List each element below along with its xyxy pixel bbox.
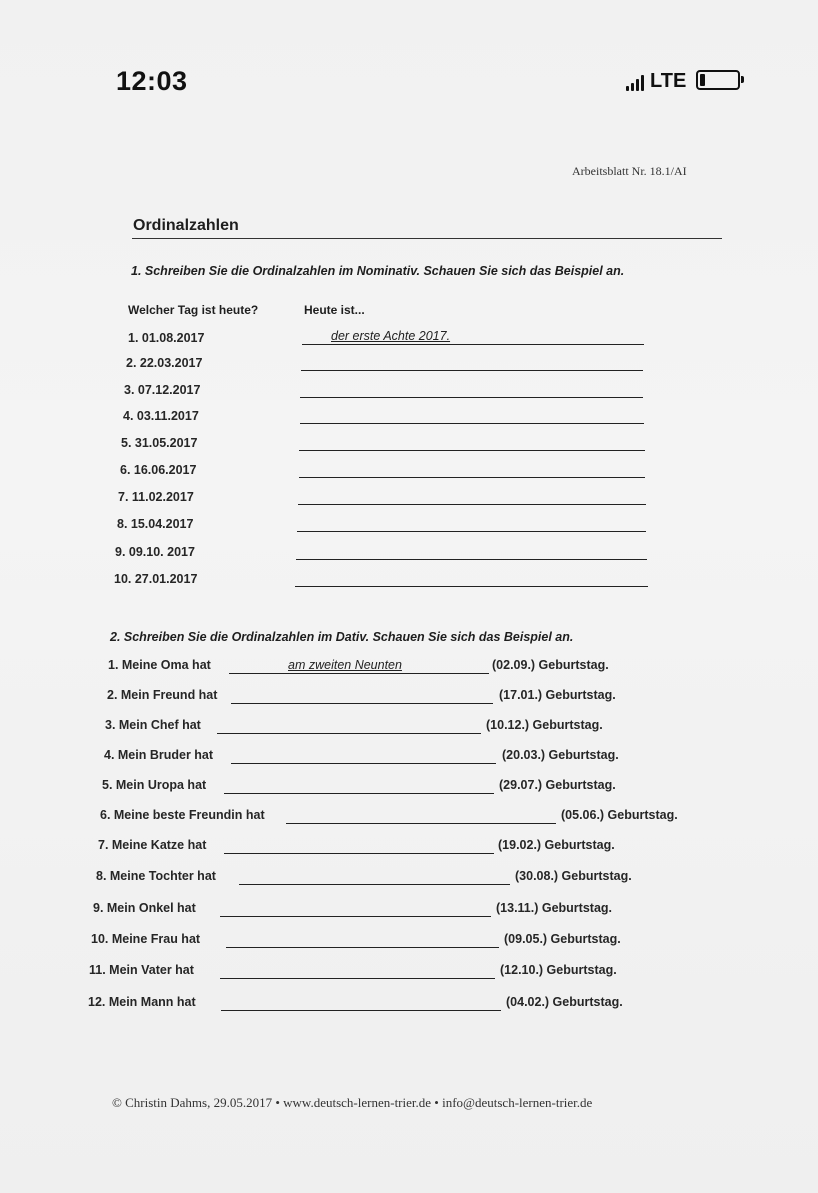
task2-sentence-start: 1. Meine Oma hat — [108, 658, 211, 672]
task1-date: 2. 22.03.2017 — [126, 356, 203, 370]
title-rule — [132, 238, 722, 239]
task1-answer-field[interactable] — [295, 572, 648, 587]
task2-sentence-start: 5. Mein Uropa hat — [102, 778, 207, 792]
worksheet-number: Arbeitsblatt Nr. 18.1/AI — [572, 164, 687, 178]
task2-sentence-end: (10.12.) Geburtstag. — [486, 718, 603, 732]
task2-answer-field[interactable] — [239, 870, 510, 885]
network-indicator — [626, 70, 740, 91]
task2-sentence-start: 12. Mein Mann hat — [88, 995, 196, 1009]
task2-sentence-end: (17.01.) Geburtstag. — [499, 688, 616, 702]
task1-date: 4. 03.11.2017 — [123, 409, 199, 423]
task1-answer-field[interactable] — [299, 436, 645, 451]
task1-date: 3. 07.12.2017 — [124, 383, 201, 397]
task1-answer-field[interactable] — [300, 409, 644, 424]
task1-answer-field[interactable] — [296, 545, 647, 560]
task2-sentence-start: 4. Mein Bruder hat — [104, 748, 214, 762]
worksheet-title: Ordinalzahlen — [133, 217, 239, 234]
task2-sentence-start: 6. Meine beste Freundin hat — [100, 808, 265, 822]
task2-answer-field[interactable] — [286, 809, 556, 824]
task2-sentence-start: 10. Meine Frau hat — [91, 932, 201, 946]
task1-date: 10. 27.01.2017 — [114, 572, 198, 586]
task2-instruction: 2. Schreiben Sie die Ordinalzahlen im Dativ. Schauen Sie sich das Beispiel an. — [110, 630, 574, 644]
task2-sentence-start: 8. Meine Tochter hat — [96, 869, 216, 883]
task2-answer-field[interactable] — [220, 964, 495, 979]
task2-sentence-start: 7. Meine Katze hat — [98, 838, 207, 852]
task1-example-answer: der erste Achte 2017. — [331, 329, 451, 343]
task1-date: 7. 11.02.2017 — [118, 490, 194, 504]
task2-answer-field[interactable] — [217, 719, 481, 734]
status-time: 12:03 — [116, 66, 188, 96]
task2-sentence-start: 3. Mein Chef hat — [105, 718, 201, 732]
task1-column-question: Welcher Tag ist heute? — [128, 303, 259, 317]
task1-date: 6. 16.06.2017 — [120, 463, 197, 477]
task1-answer-field[interactable] — [297, 517, 646, 532]
task2-answer-field[interactable] — [220, 902, 491, 917]
status-bar — [0, 66, 818, 100]
task2-sentence-end: (30.08.) Geburtstag. — [515, 869, 632, 883]
battery-low-icon — [696, 70, 740, 90]
task2-sentence-start: 2. Mein Freund hat — [107, 688, 218, 702]
task1-date: 1. 01.08.2017 — [128, 331, 205, 345]
task1-answer-field[interactable] — [300, 383, 643, 398]
task2-sentence-end: (02.09.) Geburtstag. — [492, 658, 609, 672]
task2-sentence-end: (09.05.) Geburtstag. — [504, 932, 621, 946]
task1-answer-field[interactable] — [298, 490, 646, 505]
task2-sentence-start: 9. Mein Onkel hat — [93, 901, 196, 915]
task2-answer-field[interactable] — [224, 839, 494, 854]
task2-answer-field[interactable] — [221, 996, 501, 1011]
task2-sentence-end: (04.02.) Geburtstag. — [506, 995, 623, 1009]
task2-sentence-end: (29.07.) Geburtstag. — [499, 778, 616, 792]
task1-date: 8. 15.04.2017 — [117, 517, 194, 531]
task1-date: 5. 31.05.2017 — [121, 436, 198, 450]
signal-bars-icon — [626, 73, 644, 91]
task2-answer-field[interactable] — [226, 933, 499, 948]
task2-sentence-end: (05.06.) Geburtstag. — [561, 808, 678, 822]
task2-answer-field[interactable] — [231, 749, 496, 764]
task2-answer-field[interactable] — [224, 779, 494, 794]
task1-answer-field[interactable] — [301, 356, 643, 371]
task1-date: 9. 09.10. 2017 — [115, 545, 195, 559]
task2-sentence-end: (19.02.) Geburtstag. — [498, 838, 615, 852]
task1-answer-field[interactable] — [299, 463, 645, 478]
worksheet-footer: © Christin Dahms, 29.05.2017 • www.deutsch-lernen-trier.de • info@deutsch-lernen-trier.de — [112, 1095, 593, 1110]
task1-column-answer: Heute ist... — [304, 303, 365, 317]
task2-example-answer: am zweiten Neunten — [288, 658, 402, 672]
task1-instruction: 1. Schreiben Sie die Ordinalzahlen im Nominativ. Schauen Sie sich das Beispiel an. — [131, 264, 625, 278]
task2-sentence-end: (20.03.) Geburtstag. — [502, 748, 619, 762]
task2-sentence-end: (13.11.) Geburtstag. — [496, 901, 613, 915]
network-type: LTE — [650, 70, 687, 92]
task2-sentence-start: 11. Mein Vater hat — [89, 963, 194, 977]
task2-answer-field[interactable] — [231, 689, 493, 704]
task2-sentence-end: (12.10.) Geburtstag. — [500, 963, 617, 977]
